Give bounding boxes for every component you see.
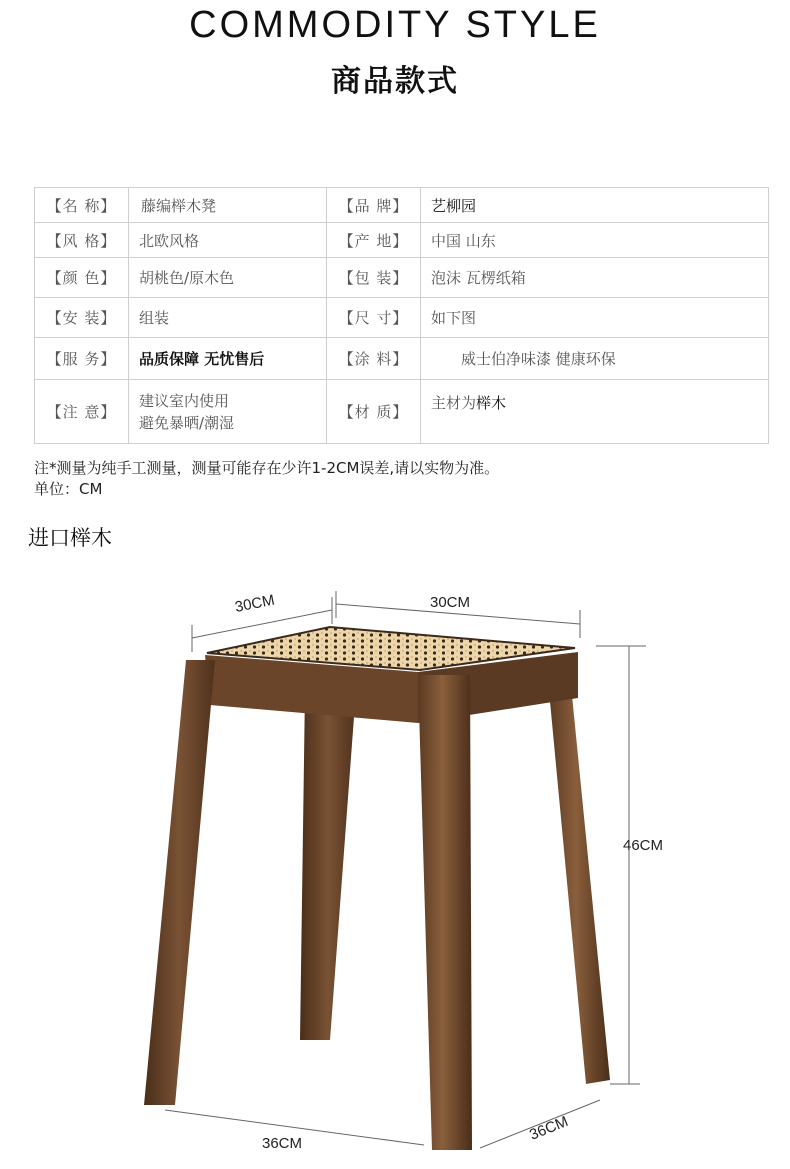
- spec-value: 威士伯净味漆 健康环保: [421, 338, 769, 380]
- spec-key: 【服 务】: [35, 338, 129, 380]
- spec-value: 藤编榉木凳: [129, 188, 327, 223]
- spec-key: 【名 称】: [35, 188, 129, 223]
- spec-value: 北欧风格: [129, 223, 327, 258]
- dim-label-top-depth: 30CM: [233, 591, 277, 616]
- spec-value: 胡桃色/原木色: [129, 258, 327, 298]
- note-unit: 单位：CM: [34, 480, 103, 498]
- spec-value: [129, 380, 327, 444]
- spec-row: [35, 380, 769, 444]
- page-title-en: COMMODITY STYLE: [189, 4, 601, 46]
- spec-value: 艺柳园: [421, 188, 769, 223]
- spec-key: 【注 意】: [35, 380, 129, 444]
- spec-row: [35, 338, 769, 380]
- spec-key: 【颜 色】: [35, 258, 129, 298]
- spec-value-part: 主材为: [431, 394, 477, 412]
- stool-leg-back-left: [300, 690, 356, 1040]
- stool-leg-back-right: [548, 675, 610, 1084]
- spec-key: 【安 装】: [35, 298, 129, 338]
- section-title: 进口榉木: [28, 526, 112, 550]
- spec-row: [35, 188, 769, 223]
- spec-row: [35, 258, 769, 298]
- spec-key: 【包 装】: [327, 258, 421, 298]
- stool-illustration: [0, 560, 790, 1169]
- dim-label-top-width: 30CM: [430, 594, 471, 611]
- spec-value: 组装: [129, 298, 327, 338]
- spec-value: 中国 山东: [421, 223, 769, 258]
- spec-value-part: 榉木: [476, 394, 507, 412]
- spec-key: 【材 质】: [327, 380, 421, 444]
- spec-key: 【产 地】: [327, 223, 421, 258]
- dim-label-bottom-depth: 36CM: [527, 1112, 571, 1144]
- spec-value-line: 建议室内使用: [139, 391, 230, 410]
- spec-row: [35, 223, 769, 258]
- spec-value: 泡沫 瓦楞纸箱: [421, 258, 769, 298]
- spec-row: [35, 298, 769, 338]
- spec-key: 【风 格】: [35, 223, 129, 258]
- spec-value: 如下图: [421, 298, 769, 338]
- spec-table: [34, 187, 769, 444]
- spec-value-line: 避免暴晒/潮湿: [139, 413, 235, 432]
- spec-key: 【涂 料】: [327, 338, 421, 380]
- spec-value: 品质保障 无忧售后: [129, 338, 327, 380]
- spec-key: 【品 牌】: [327, 188, 421, 223]
- dim-label-height: 46CM: [623, 837, 664, 854]
- spec-value: [421, 380, 769, 444]
- stool-leg-front-right: [418, 675, 472, 1150]
- stool-leg-front-left: [144, 660, 215, 1105]
- note-line: 注*测量为纯手工测量，测量可能存在少许1-2CM误差,请以实物为准。: [34, 459, 500, 477]
- dim-label-bottom-width: 36CM: [262, 1135, 303, 1152]
- spec-key: 【尺 寸】: [327, 298, 421, 338]
- page-title-cn: 商品款式: [331, 64, 459, 99]
- measurement-note: [34, 458, 499, 500]
